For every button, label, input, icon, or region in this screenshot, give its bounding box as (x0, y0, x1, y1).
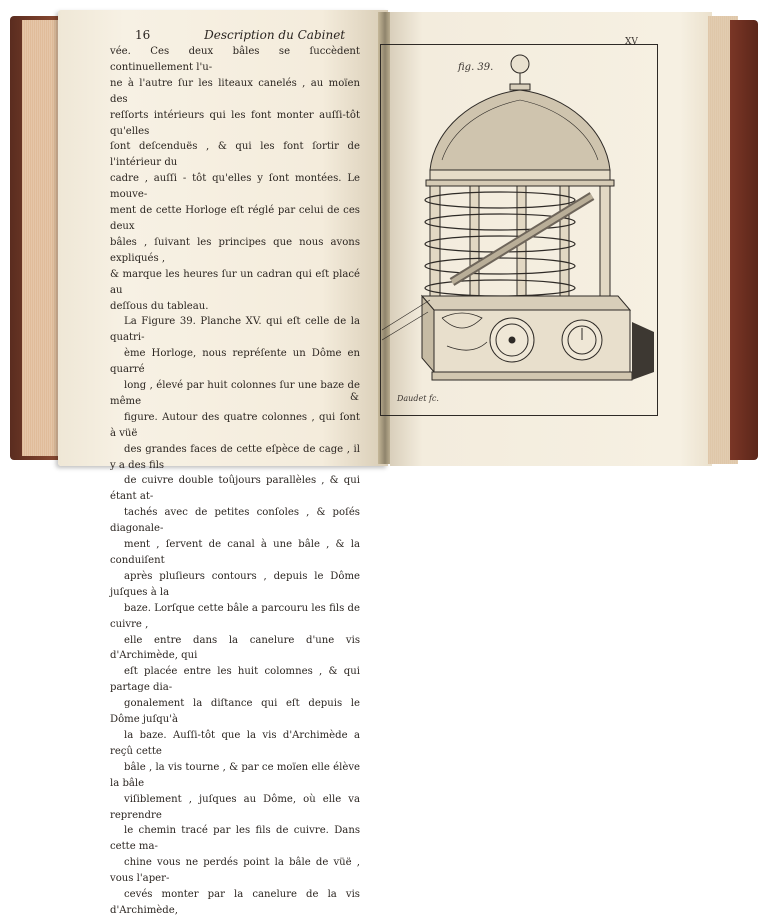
text-line: elle entre dans la canelure d'une vis d'Archimède, qui (110, 634, 360, 662)
text-line: cevés monter par la canelure de la vis d'Archimède, (110, 889, 360, 916)
text-line: eſt placée entre les huit colomnes , & qui partage dia- (110, 666, 360, 694)
running-head (135, 28, 345, 42)
dome (430, 90, 610, 170)
text-line: après pluſieurs contours , depuis le Dôme juſques à la (110, 570, 360, 598)
text-line: ment , ſervent de canal à une bâle , & la conduiſent (110, 539, 360, 566)
catchword: & (350, 392, 359, 403)
text-line: ne à l'autre ſur les liteaux canelés , au moïen des (110, 77, 360, 105)
finial-ball (511, 55, 529, 73)
right-cover (730, 20, 758, 460)
text-line: cadre , auſſi - tôt qu'elles y ſont montées. Le mouve- (110, 173, 360, 201)
text-line: reſſorts intérieurs qui les font monter auſſi-tôt qu'elles (110, 109, 360, 137)
left-page-edges (22, 20, 62, 456)
text-line: la baze. Auſſi-tôt que la vis d'Archimède a reçû cette (110, 729, 360, 757)
text-line: chine vous ne perdés point la bâle de vüë , vous l'aper- (110, 857, 360, 885)
text-line: de cuivre double toûjours parallèles , & qui étant at- (110, 475, 360, 503)
text-line: figure. Autour des quatre colonnes , qui ſont à vüë (110, 411, 360, 439)
body-text (110, 44, 360, 919)
plate-number: XV (625, 37, 638, 47)
text-line: & marque les heures ſur un cadran qui eſt placé au (110, 268, 360, 296)
spiral-wires (425, 192, 575, 296)
text-line: gonalement la diſtance qui eſt depuis le Dôme juſqu'à (110, 698, 360, 726)
text-line: bâles , ſuivant les principes que nous avons expliqués , (110, 236, 360, 264)
text-line: ſont deſcenduës , & qui les font ſortir de l'intérieur du (110, 141, 360, 169)
engraver-signature: Daudet fc. (397, 394, 439, 403)
running-head-title: Description du Cabinet (204, 28, 346, 42)
dome-cornice (430, 170, 610, 180)
text-line: baze. Lorſque cette bâle a parcouru les fils de cuivre , (110, 602, 360, 630)
paragraph (110, 44, 360, 314)
paragraph (110, 314, 360, 918)
text-line: vée. Ces deux bâles se ſuccèdent continuellement l'u- (110, 46, 360, 73)
text-line: ment de cette Horloge eſt réglé par celui de ces deux (110, 205, 360, 232)
text-line: le chemin tracé par les fils de cuivre. Dans cette ma- (110, 825, 360, 853)
text-line: bâle , la vis tourne , & par ce moïen elle élève la bâle (110, 761, 360, 789)
text-line: viſiblement , juſques au Dôme, où elle va reprendre (110, 793, 360, 821)
text-line: La Figure 39. Planche XV. qui eſt celle de la quatri- (110, 316, 360, 344)
text-line: tachés avec de petites conſoles , & poſés diagonale- (110, 507, 360, 535)
figure-label: fig. 39. (458, 62, 494, 73)
text-line: long , élevé par huit colonnes ſur une baze de même (110, 380, 360, 407)
page-number: 16 (135, 28, 151, 42)
base-top (422, 296, 630, 310)
text-line: deſſous du tableau. (110, 300, 209, 312)
text-line: ème Horloge, nous repréſente un Dôme en quarré (110, 348, 360, 376)
text-line: des grandes faces de cette eſpèce de cage , il y a des fils (110, 443, 360, 471)
dome-clock-engraving (382, 50, 662, 390)
